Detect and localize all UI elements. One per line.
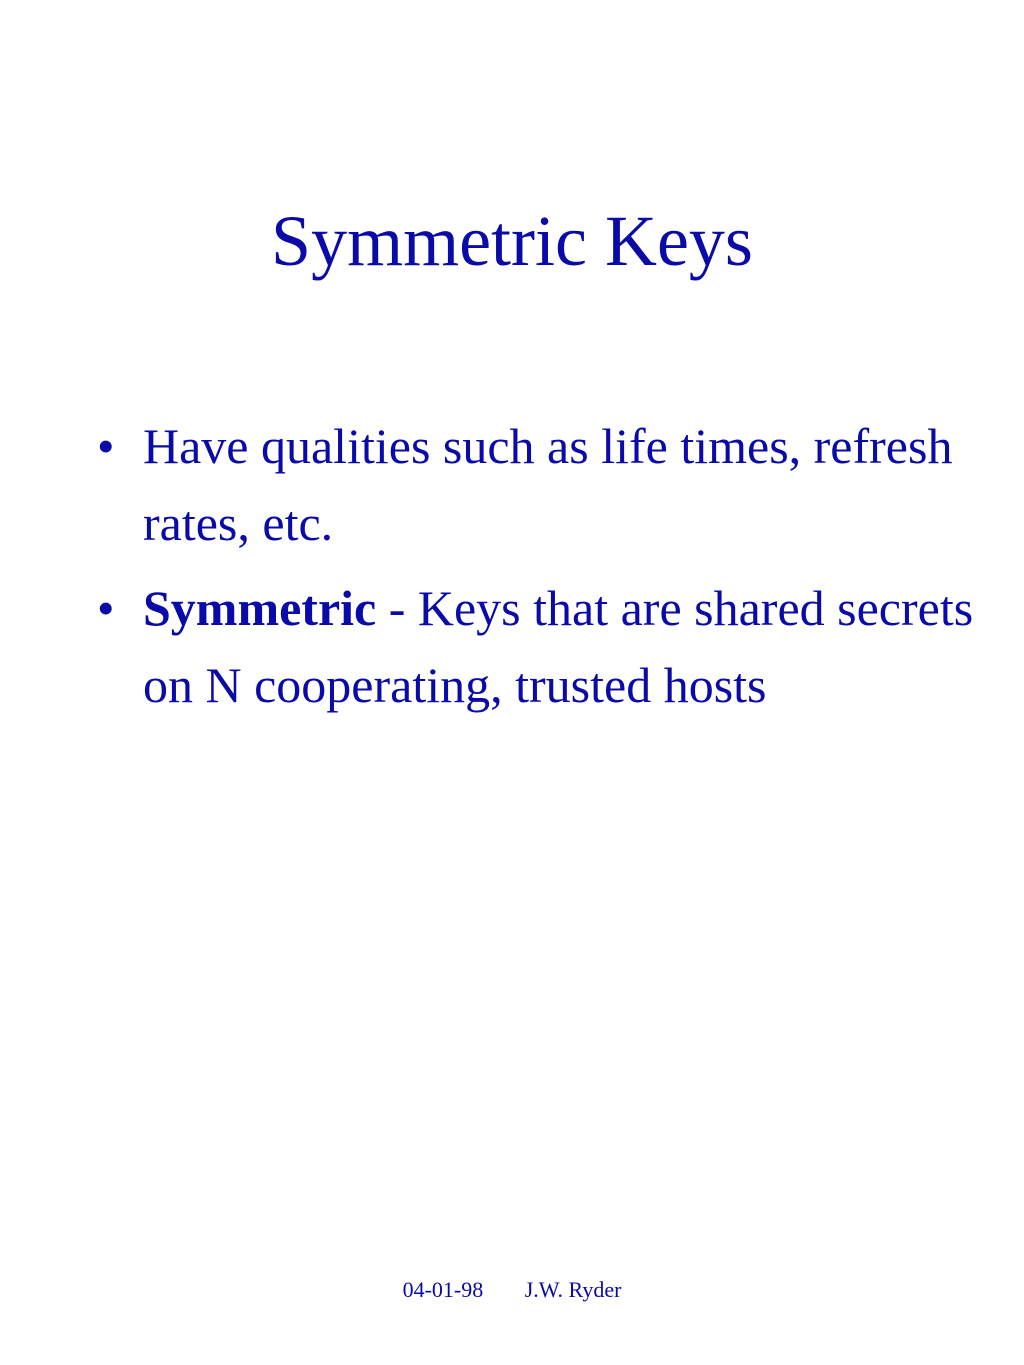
slide-footer [0,1274,1024,1306]
bullet-term: Symmetric [143,580,377,636]
footer-author: J.W. Ryder [524,1277,622,1302]
bullet-item [97,408,977,562]
bullet-text: Have qualities such as life times, refresh rates, etc. [143,418,953,551]
footer-date: 04-01-98 [402,1277,484,1302]
bullet-marker: • [97,580,115,636]
bullet-text: - Keys that are shared secrets on N cooperating, trusted hosts [143,580,974,713]
bullet-marker: • [97,418,115,474]
bullet-list [97,408,977,732]
slide-title: Symmetric Keys [271,201,753,281]
bullet-item [97,570,977,724]
